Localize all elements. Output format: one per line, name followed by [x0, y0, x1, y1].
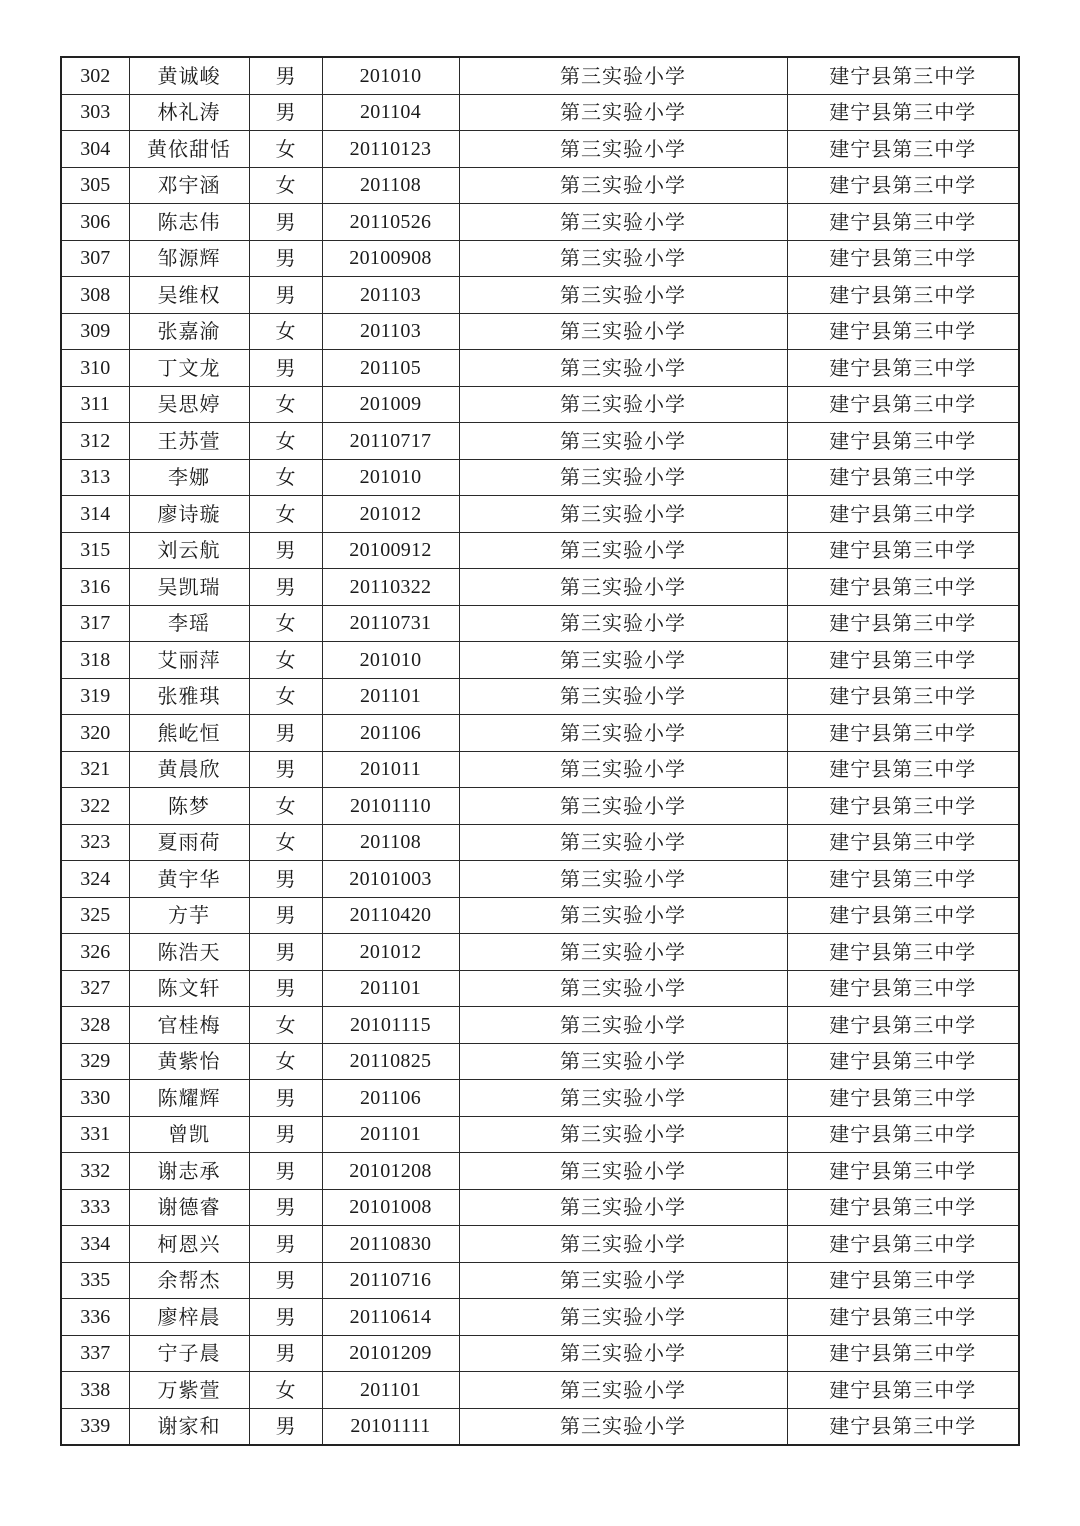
assigned-school-cell: 建宁县第三中学	[787, 1043, 1019, 1080]
row-number-cell: 336	[61, 1299, 129, 1336]
birth-date-cell: 201101	[322, 1372, 459, 1409]
row-number-cell: 314	[61, 496, 129, 533]
assigned-school-cell: 建宁县第三中学	[787, 751, 1019, 788]
source-school-cell: 第三实验小学	[459, 459, 787, 496]
table-row	[61, 1007, 1019, 1044]
birth-date-cell: 201106	[322, 1080, 459, 1117]
student-name-cell: 陈浩天	[129, 934, 249, 971]
assigned-school-cell: 建宁县第三中学	[787, 1372, 1019, 1409]
assigned-school-cell: 建宁县第三中学	[787, 934, 1019, 971]
row-number-cell: 328	[61, 1007, 129, 1044]
birth-date-cell: 201009	[322, 386, 459, 423]
table-row	[61, 57, 1019, 94]
row-number-cell: 313	[61, 459, 129, 496]
student-name-cell: 万紫萱	[129, 1372, 249, 1409]
table-row	[61, 532, 1019, 569]
gender-cell: 男	[249, 204, 322, 241]
source-school-cell: 第三实验小学	[459, 751, 787, 788]
student-name-cell: 黄诚峻	[129, 57, 249, 94]
student-name-cell: 谢家和	[129, 1408, 249, 1445]
student-name-cell: 廖诗璇	[129, 496, 249, 533]
table-row	[61, 970, 1019, 1007]
row-number-cell: 319	[61, 678, 129, 715]
row-number-cell: 329	[61, 1043, 129, 1080]
roster-body	[61, 57, 1019, 1445]
gender-cell: 女	[249, 423, 322, 460]
gender-cell: 男	[249, 934, 322, 971]
birth-date-cell: 20101208	[322, 1153, 459, 1190]
assigned-school-cell: 建宁县第三中学	[787, 605, 1019, 642]
birth-date-cell: 201108	[322, 167, 459, 204]
gender-cell: 男	[249, 277, 322, 314]
row-number-cell: 334	[61, 1226, 129, 1263]
row-number-cell: 307	[61, 240, 129, 277]
birth-date-cell: 20101110	[322, 788, 459, 825]
source-school-cell: 第三实验小学	[459, 1262, 787, 1299]
source-school-cell: 第三实验小学	[459, 204, 787, 241]
student-name-cell: 陈梦	[129, 788, 249, 825]
gender-cell: 男	[249, 532, 322, 569]
gender-cell: 男	[249, 1153, 322, 1190]
table-row	[61, 678, 1019, 715]
table-row	[61, 423, 1019, 460]
student-name-cell: 官桂梅	[129, 1007, 249, 1044]
row-number-cell: 322	[61, 788, 129, 825]
student-name-cell: 王苏萱	[129, 423, 249, 460]
row-number-cell: 311	[61, 386, 129, 423]
source-school-cell: 第三实验小学	[459, 1372, 787, 1409]
table-row	[61, 1226, 1019, 1263]
birth-date-cell: 201010	[322, 642, 459, 679]
row-number-cell: 309	[61, 313, 129, 350]
table-row	[61, 131, 1019, 168]
birth-date-cell: 201012	[322, 496, 459, 533]
student-name-cell: 柯恩兴	[129, 1226, 249, 1263]
table-row	[61, 715, 1019, 752]
row-number-cell: 303	[61, 94, 129, 131]
gender-cell: 女	[249, 459, 322, 496]
row-number-cell: 335	[61, 1262, 129, 1299]
assigned-school-cell: 建宁县第三中学	[787, 204, 1019, 241]
table-row	[61, 204, 1019, 241]
birth-date-cell: 201101	[322, 970, 459, 1007]
table-row	[61, 277, 1019, 314]
source-school-cell: 第三实验小学	[459, 642, 787, 679]
table-row	[61, 1080, 1019, 1117]
source-school-cell: 第三实验小学	[459, 715, 787, 752]
gender-cell: 男	[249, 897, 322, 934]
row-number-cell: 331	[61, 1116, 129, 1153]
row-number-cell: 330	[61, 1080, 129, 1117]
table-row	[61, 1189, 1019, 1226]
assigned-school-cell: 建宁县第三中学	[787, 277, 1019, 314]
student-roster-table	[60, 56, 1020, 1446]
table-row	[61, 934, 1019, 971]
assigned-school-cell: 建宁县第三中学	[787, 459, 1019, 496]
source-school-cell: 第三实验小学	[459, 1299, 787, 1336]
assigned-school-cell: 建宁县第三中学	[787, 131, 1019, 168]
birth-date-cell: 201010	[322, 459, 459, 496]
table-row	[61, 1299, 1019, 1336]
student-name-cell: 谢志承	[129, 1153, 249, 1190]
assigned-school-cell: 建宁县第三中学	[787, 1189, 1019, 1226]
student-name-cell: 夏雨荷	[129, 824, 249, 861]
table-row	[61, 1335, 1019, 1372]
gender-cell: 女	[249, 1007, 322, 1044]
assigned-school-cell: 建宁县第三中学	[787, 715, 1019, 752]
gender-cell: 男	[249, 1408, 322, 1445]
source-school-cell: 第三实验小学	[459, 240, 787, 277]
student-name-cell: 邹源辉	[129, 240, 249, 277]
row-number-cell: 310	[61, 350, 129, 387]
table-row	[61, 824, 1019, 861]
gender-cell: 男	[249, 1116, 322, 1153]
birth-date-cell: 201012	[322, 934, 459, 971]
birth-date-cell: 201101	[322, 1116, 459, 1153]
table-row	[61, 459, 1019, 496]
source-school-cell: 第三实验小学	[459, 1408, 787, 1445]
birth-date-cell: 20110526	[322, 204, 459, 241]
source-school-cell: 第三实验小学	[459, 861, 787, 898]
gender-cell: 女	[249, 167, 322, 204]
student-name-cell: 黄依甜恬	[129, 131, 249, 168]
table-row	[61, 313, 1019, 350]
source-school-cell: 第三实验小学	[459, 897, 787, 934]
student-name-cell: 陈志伟	[129, 204, 249, 241]
gender-cell: 男	[249, 350, 322, 387]
source-school-cell: 第三实验小学	[459, 1043, 787, 1080]
student-name-cell: 宁子晨	[129, 1335, 249, 1372]
gender-cell: 女	[249, 642, 322, 679]
table-row	[61, 496, 1019, 533]
source-school-cell: 第三实验小学	[459, 386, 787, 423]
gender-cell: 男	[249, 94, 322, 131]
birth-date-cell: 20110717	[322, 423, 459, 460]
gender-cell: 男	[249, 1335, 322, 1372]
student-name-cell: 丁文龙	[129, 350, 249, 387]
assigned-school-cell: 建宁县第三中学	[787, 678, 1019, 715]
gender-cell: 女	[249, 1043, 322, 1080]
assigned-school-cell: 建宁县第三中学	[787, 1262, 1019, 1299]
source-school-cell: 第三实验小学	[459, 678, 787, 715]
student-name-cell: 熊屹恒	[129, 715, 249, 752]
student-name-cell: 陈耀辉	[129, 1080, 249, 1117]
assigned-school-cell: 建宁县第三中学	[787, 386, 1019, 423]
gender-cell: 女	[249, 386, 322, 423]
student-name-cell: 李娜	[129, 459, 249, 496]
row-number-cell: 339	[61, 1408, 129, 1445]
source-school-cell: 第三实验小学	[459, 605, 787, 642]
source-school-cell: 第三实验小学	[459, 94, 787, 131]
birth-date-cell: 201108	[322, 824, 459, 861]
table-row	[61, 897, 1019, 934]
birth-date-cell: 201105	[322, 350, 459, 387]
gender-cell: 男	[249, 569, 322, 606]
table-row	[61, 1408, 1019, 1445]
birth-date-cell: 20110420	[322, 897, 459, 934]
row-number-cell: 321	[61, 751, 129, 788]
student-name-cell: 吴凯瑞	[129, 569, 249, 606]
table-row	[61, 386, 1019, 423]
table-row	[61, 1372, 1019, 1409]
row-number-cell: 320	[61, 715, 129, 752]
gender-cell: 男	[249, 1189, 322, 1226]
birth-date-cell: 20110123	[322, 131, 459, 168]
gender-cell: 男	[249, 57, 322, 94]
source-school-cell: 第三实验小学	[459, 350, 787, 387]
gender-cell: 男	[249, 1262, 322, 1299]
birth-date-cell: 20101115	[322, 1007, 459, 1044]
row-number-cell: 305	[61, 167, 129, 204]
row-number-cell: 325	[61, 897, 129, 934]
assigned-school-cell: 建宁县第三中学	[787, 861, 1019, 898]
row-number-cell: 304	[61, 131, 129, 168]
student-name-cell: 廖梓晨	[129, 1299, 249, 1336]
source-school-cell: 第三实验小学	[459, 788, 787, 825]
student-name-cell: 邓宇涵	[129, 167, 249, 204]
birth-date-cell: 201011	[322, 751, 459, 788]
student-name-cell: 张嘉渝	[129, 313, 249, 350]
gender-cell: 女	[249, 313, 322, 350]
gender-cell: 女	[249, 788, 322, 825]
row-number-cell: 338	[61, 1372, 129, 1409]
assigned-school-cell: 建宁县第三中学	[787, 57, 1019, 94]
assigned-school-cell: 建宁县第三中学	[787, 496, 1019, 533]
gender-cell: 男	[249, 715, 322, 752]
table-row	[61, 642, 1019, 679]
assigned-school-cell: 建宁县第三中学	[787, 532, 1019, 569]
student-name-cell: 谢德睿	[129, 1189, 249, 1226]
source-school-cell: 第三实验小学	[459, 1189, 787, 1226]
row-number-cell: 315	[61, 532, 129, 569]
birth-date-cell: 201103	[322, 313, 459, 350]
row-number-cell: 318	[61, 642, 129, 679]
assigned-school-cell: 建宁县第三中学	[787, 1080, 1019, 1117]
source-school-cell: 第三实验小学	[459, 496, 787, 533]
student-name-cell: 黄紫怡	[129, 1043, 249, 1080]
table-row	[61, 751, 1019, 788]
assigned-school-cell: 建宁县第三中学	[787, 1116, 1019, 1153]
assigned-school-cell: 建宁县第三中学	[787, 423, 1019, 460]
birth-date-cell: 20110716	[322, 1262, 459, 1299]
gender-cell: 男	[249, 861, 322, 898]
assigned-school-cell: 建宁县第三中学	[787, 788, 1019, 825]
assigned-school-cell: 建宁县第三中学	[787, 1299, 1019, 1336]
gender-cell: 女	[249, 1372, 322, 1409]
birth-date-cell: 20110322	[322, 569, 459, 606]
source-school-cell: 第三实验小学	[459, 1153, 787, 1190]
row-number-cell: 326	[61, 934, 129, 971]
gender-cell: 女	[249, 496, 322, 533]
assigned-school-cell: 建宁县第三中学	[787, 313, 1019, 350]
student-name-cell: 黄宇华	[129, 861, 249, 898]
source-school-cell: 第三实验小学	[459, 423, 787, 460]
assigned-school-cell: 建宁县第三中学	[787, 94, 1019, 131]
source-school-cell: 第三实验小学	[459, 131, 787, 168]
table-row	[61, 1043, 1019, 1080]
student-name-cell: 刘云航	[129, 532, 249, 569]
source-school-cell: 第三实验小学	[459, 1007, 787, 1044]
birth-date-cell: 20110614	[322, 1299, 459, 1336]
gender-cell: 女	[249, 605, 322, 642]
source-school-cell: 第三实验小学	[459, 934, 787, 971]
assigned-school-cell: 建宁县第三中学	[787, 970, 1019, 1007]
birth-date-cell: 20110825	[322, 1043, 459, 1080]
birth-date-cell: 20110830	[322, 1226, 459, 1263]
source-school-cell: 第三实验小学	[459, 1335, 787, 1372]
assigned-school-cell: 建宁县第三中学	[787, 240, 1019, 277]
birth-date-cell: 20110731	[322, 605, 459, 642]
source-school-cell: 第三实验小学	[459, 313, 787, 350]
student-name-cell: 张雅琪	[129, 678, 249, 715]
assigned-school-cell: 建宁县第三中学	[787, 1335, 1019, 1372]
row-number-cell: 327	[61, 970, 129, 1007]
source-school-cell: 第三实验小学	[459, 277, 787, 314]
gender-cell: 男	[249, 1080, 322, 1117]
gender-cell: 男	[249, 1226, 322, 1263]
table-row	[61, 94, 1019, 131]
row-number-cell: 312	[61, 423, 129, 460]
table-row	[61, 350, 1019, 387]
row-number-cell: 332	[61, 1153, 129, 1190]
table-row	[61, 861, 1019, 898]
gender-cell: 男	[249, 1299, 322, 1336]
row-number-cell: 306	[61, 204, 129, 241]
gender-cell: 男	[249, 751, 322, 788]
student-name-cell: 方芋	[129, 897, 249, 934]
table-row	[61, 1262, 1019, 1299]
assigned-school-cell: 建宁县第三中学	[787, 642, 1019, 679]
source-school-cell: 第三实验小学	[459, 167, 787, 204]
source-school-cell: 第三实验小学	[459, 1116, 787, 1153]
document-page	[60, 56, 1020, 1446]
source-school-cell: 第三实验小学	[459, 824, 787, 861]
assigned-school-cell: 建宁县第三中学	[787, 167, 1019, 204]
row-number-cell: 324	[61, 861, 129, 898]
row-number-cell: 308	[61, 277, 129, 314]
student-name-cell: 吴思婷	[129, 386, 249, 423]
birth-date-cell: 201103	[322, 277, 459, 314]
row-number-cell: 333	[61, 1189, 129, 1226]
assigned-school-cell: 建宁县第三中学	[787, 824, 1019, 861]
student-name-cell: 艾丽萍	[129, 642, 249, 679]
source-school-cell: 第三实验小学	[459, 1080, 787, 1117]
student-name-cell: 黄晨欣	[129, 751, 249, 788]
assigned-school-cell: 建宁县第三中学	[787, 1007, 1019, 1044]
table-row	[61, 788, 1019, 825]
source-school-cell: 第三实验小学	[459, 569, 787, 606]
row-number-cell: 316	[61, 569, 129, 606]
gender-cell: 女	[249, 824, 322, 861]
birth-date-cell: 20101111	[322, 1408, 459, 1445]
student-name-cell: 李瑶	[129, 605, 249, 642]
row-number-cell: 302	[61, 57, 129, 94]
source-school-cell: 第三实验小学	[459, 970, 787, 1007]
table-row	[61, 167, 1019, 204]
assigned-school-cell: 建宁县第三中学	[787, 569, 1019, 606]
assigned-school-cell: 建宁县第三中学	[787, 350, 1019, 387]
student-name-cell: 吴维权	[129, 277, 249, 314]
birth-date-cell: 20101209	[322, 1335, 459, 1372]
birth-date-cell: 20100912	[322, 532, 459, 569]
birth-date-cell: 201106	[322, 715, 459, 752]
gender-cell: 女	[249, 131, 322, 168]
table-row	[61, 605, 1019, 642]
student-name-cell: 陈文轩	[129, 970, 249, 1007]
assigned-school-cell: 建宁县第三中学	[787, 1408, 1019, 1445]
gender-cell: 男	[249, 240, 322, 277]
source-school-cell: 第三实验小学	[459, 57, 787, 94]
row-number-cell: 323	[61, 824, 129, 861]
table-row	[61, 1153, 1019, 1190]
student-name-cell: 曾凯	[129, 1116, 249, 1153]
student-name-cell: 余帮杰	[129, 1262, 249, 1299]
birth-date-cell: 20101003	[322, 861, 459, 898]
birth-date-cell: 201104	[322, 94, 459, 131]
birth-date-cell: 20101008	[322, 1189, 459, 1226]
assigned-school-cell: 建宁县第三中学	[787, 897, 1019, 934]
assigned-school-cell: 建宁县第三中学	[787, 1153, 1019, 1190]
gender-cell: 女	[249, 678, 322, 715]
table-row	[61, 240, 1019, 277]
birth-date-cell: 201010	[322, 57, 459, 94]
table-row	[61, 569, 1019, 606]
table-row	[61, 1116, 1019, 1153]
source-school-cell: 第三实验小学	[459, 532, 787, 569]
row-number-cell: 317	[61, 605, 129, 642]
gender-cell: 男	[249, 970, 322, 1007]
student-name-cell: 林礼涛	[129, 94, 249, 131]
birth-date-cell: 201101	[322, 678, 459, 715]
assigned-school-cell: 建宁县第三中学	[787, 1226, 1019, 1263]
birth-date-cell: 20100908	[322, 240, 459, 277]
row-number-cell: 337	[61, 1335, 129, 1372]
source-school-cell: 第三实验小学	[459, 1226, 787, 1263]
